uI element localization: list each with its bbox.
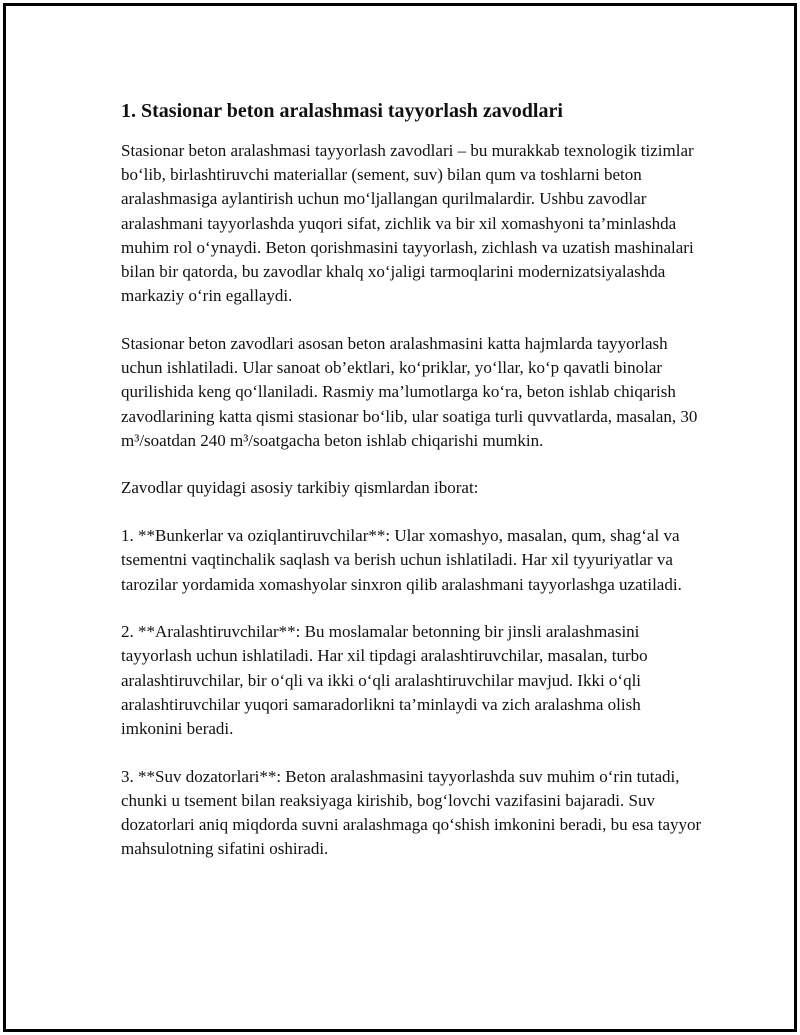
paragraph-usage: Stasionar beton zavodlari asosan beton aralashmasini katta hajmlarda tayyorlash uchun ishlatiladi. Ular sanoat ob’ektlari, ko‘priklar, yo‘llar, ko‘p qavatli binolar qurilishida keng qo‘llaniladi. Rasmiy ma’lumotlarga ko‘ra, beton ishlab chiqarish zavodlarining katta qismi stasionar bo‘lib, ular soatiga turli quvvatlarda, masalan, 30 m³/soatdan 240 m³/soatgacha beton ishlab chiqarishi mumkin. [121, 333, 698, 450]
list-item-water-dosers: 3. **Suv dozatorlari**: Beton aralashmasini tayyorlashda suv muhim o‘rin tutadi, chunki u tsement bilan reaksiyaga kirishib, bog‘lovchi vazifasini bajaradi. Suv dozatorlari aniq miqdorda suvni aralashmaga qo‘shish imkonini beradi, bu esa tayyor mahsulotning sifatini oshiradi. [121, 766, 702, 859]
list-item-mixers: 2. **Aralashtiruvchilar**: Bu moslamalar betonning bir jinsli aralashmasini tayyorlash uchun ishlatiladi. Har xil tipdagi aralashtiruvchilar, masalan, turbo aralashtiruvchilar, bir o‘qli va ikki o‘qli aralashtiruvchilar mavjud. Ikki o‘qli aralashtiruvchilar yuqori samaradorlikni ta’minlaydi va zich aralashma olish imkonini beradi. [121, 622, 648, 739]
document-body [121, 98, 706, 885]
paragraph-intro: Stasionar beton aralashmasi tayyorlash zavodlari – bu murakkab texnologik tizimlar bo‘lib, birlashtiruvchi materiallar (sement, suv) bilan qum va toshlarni beton aralashmasiga aylantirish uchun mo‘ljallangan qurilmalardir. Ushbu zavodlar aralashmani tayyorlashda yuqori sifat, zichlik va bir xil xomashyoni ta’minlashda muhim rol o‘ynaydi. Beton qorishmasini tayyorlash, zichlash va uzatish mashinalari bilan bir qatorda, bu zavodlar khalq xo‘jaligi tarmoqlarini modernizatsiyalashda markaziy o‘rin egallaydi. [121, 141, 694, 306]
list-item-bunkers: 1. **Bunkerlar va oziqlantiruvchilar**: Ular xomashyo, masalan, qum, shag‘al va tsementni vaqtinchalik saqlash va berish uchun ishlatiladi. Har xil tyyuriyatlar va tarozilar yordamida xomashyolar sinxron qilib aralashmani tayyorlashga uzatiladi. [121, 526, 682, 594]
document-page [3, 3, 797, 1032]
paragraph-components-lead: Zavodlar quyidagi asosiy tarkibiy qismlardan iborat: [121, 478, 479, 498]
section-title: 1. Stasionar beton aralashmasi tayyorlash zavodlari [121, 100, 563, 122]
